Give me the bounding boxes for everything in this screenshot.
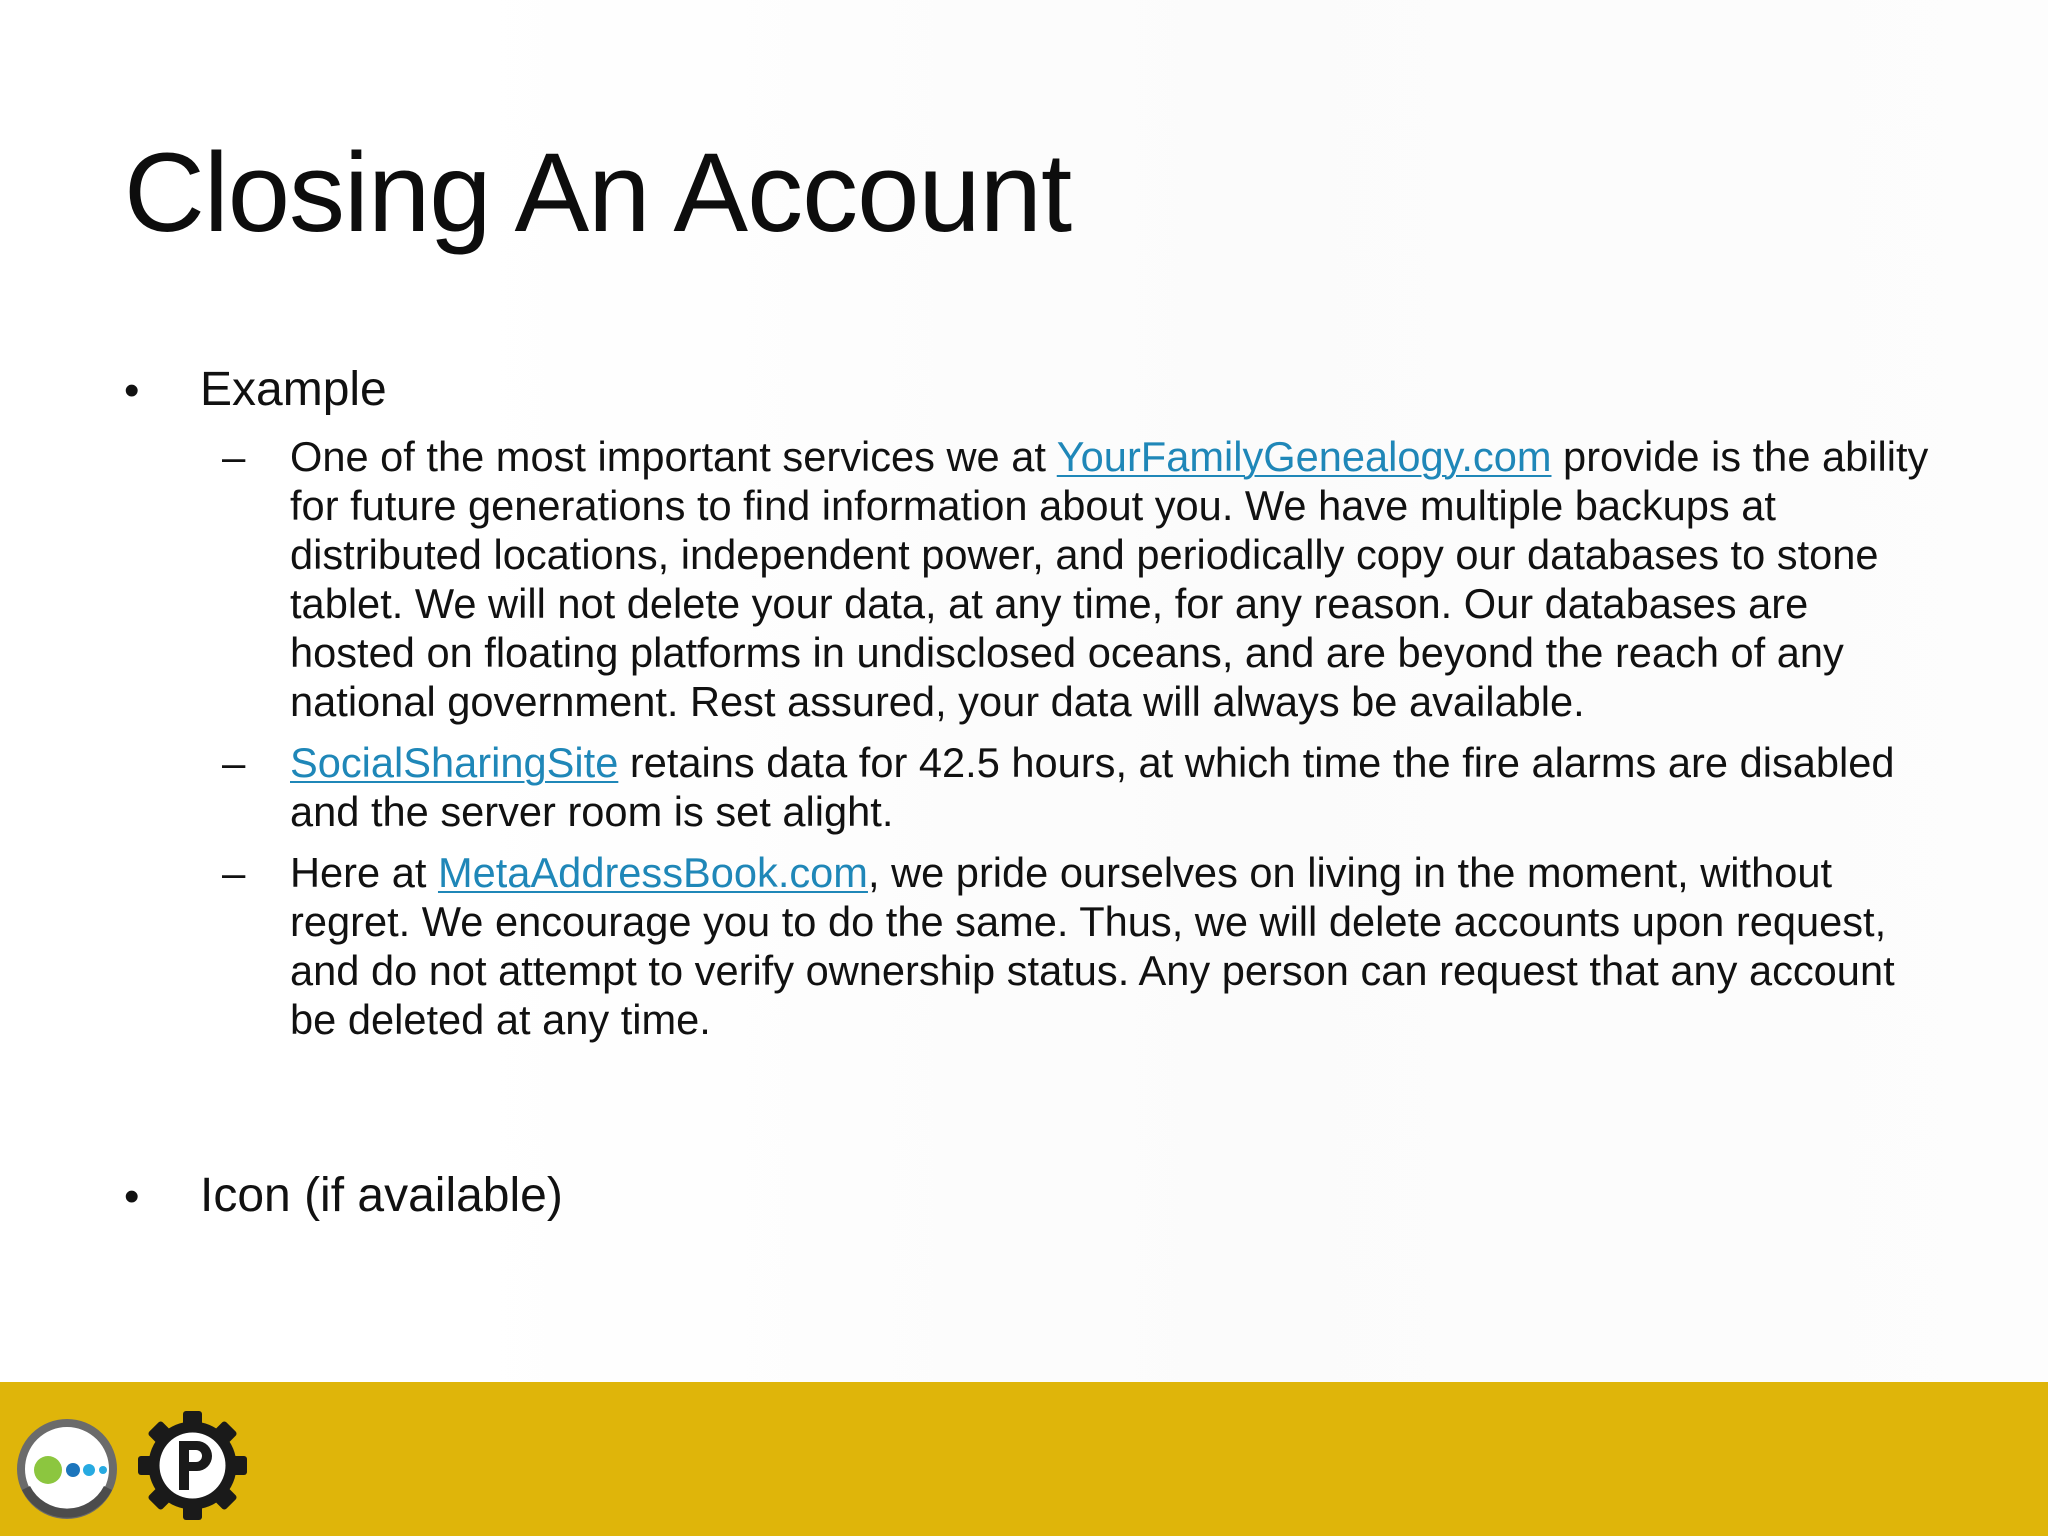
sub-text-before: Here at xyxy=(290,849,438,896)
sub-text-after: , we pride ourselves on living in the moment, without regret. We encourage you to do the same. Thus, we will delete accounts upon request, and do not attempt to verify ownership status. Any person can request that any account be deleted at any time. xyxy=(290,849,1895,1043)
sub-item-metaaddressbook xyxy=(222,848,1942,1044)
bullet-label-icon: Icon (if available) xyxy=(200,1169,563,1222)
bullet-marker: • xyxy=(124,1172,140,1221)
sub-item-socialsharing xyxy=(222,738,1942,836)
link-yourfamilygenealogy[interactable]: YourFamilyGenealogy.com xyxy=(1056,433,1552,480)
bullet-icon xyxy=(124,1168,2004,1225)
bullet-example xyxy=(124,362,2004,419)
link-metaaddressbook[interactable]: MetaAddressBook.com xyxy=(437,849,868,896)
sub-text-before: One of the most important services we at xyxy=(290,433,1057,480)
link-socialsharingsite[interactable]: SocialSharingSite xyxy=(290,739,619,786)
example-sub-list xyxy=(222,432,1942,1056)
dash-marker: – xyxy=(222,433,246,480)
footer-bar xyxy=(0,1382,2048,1536)
sub-text-after: provide is the ability for future generations to find information about you. We have multiple backups at distributed locations, independent power, and periodically copy our databases to stone tablet. We will not delete your data, at any time, for any reason. Our databases are hosted on floating platforms in undisclosed oceans, and are beyond the reach of any national government. Rest assured, your data will always be available. xyxy=(290,433,1929,725)
sub-item-text xyxy=(290,738,1942,836)
bullet-label-example: Example xyxy=(200,363,387,416)
dash-marker: – xyxy=(222,739,246,786)
sub-text-after: retains data for 42.5 hours, at which time the fire alarms are disabled and the server room is set alight. xyxy=(290,739,1895,835)
sub-item-text xyxy=(290,848,1942,1044)
dots-logo-icon xyxy=(16,1418,118,1520)
slide-title: Closing An Account xyxy=(124,130,1072,255)
bullet-marker: • xyxy=(124,366,140,415)
sub-item-genealogy xyxy=(222,432,1942,726)
dash-marker: – xyxy=(222,849,246,896)
gear-p-logo-icon xyxy=(135,1408,250,1523)
sub-item-text xyxy=(290,432,1942,726)
